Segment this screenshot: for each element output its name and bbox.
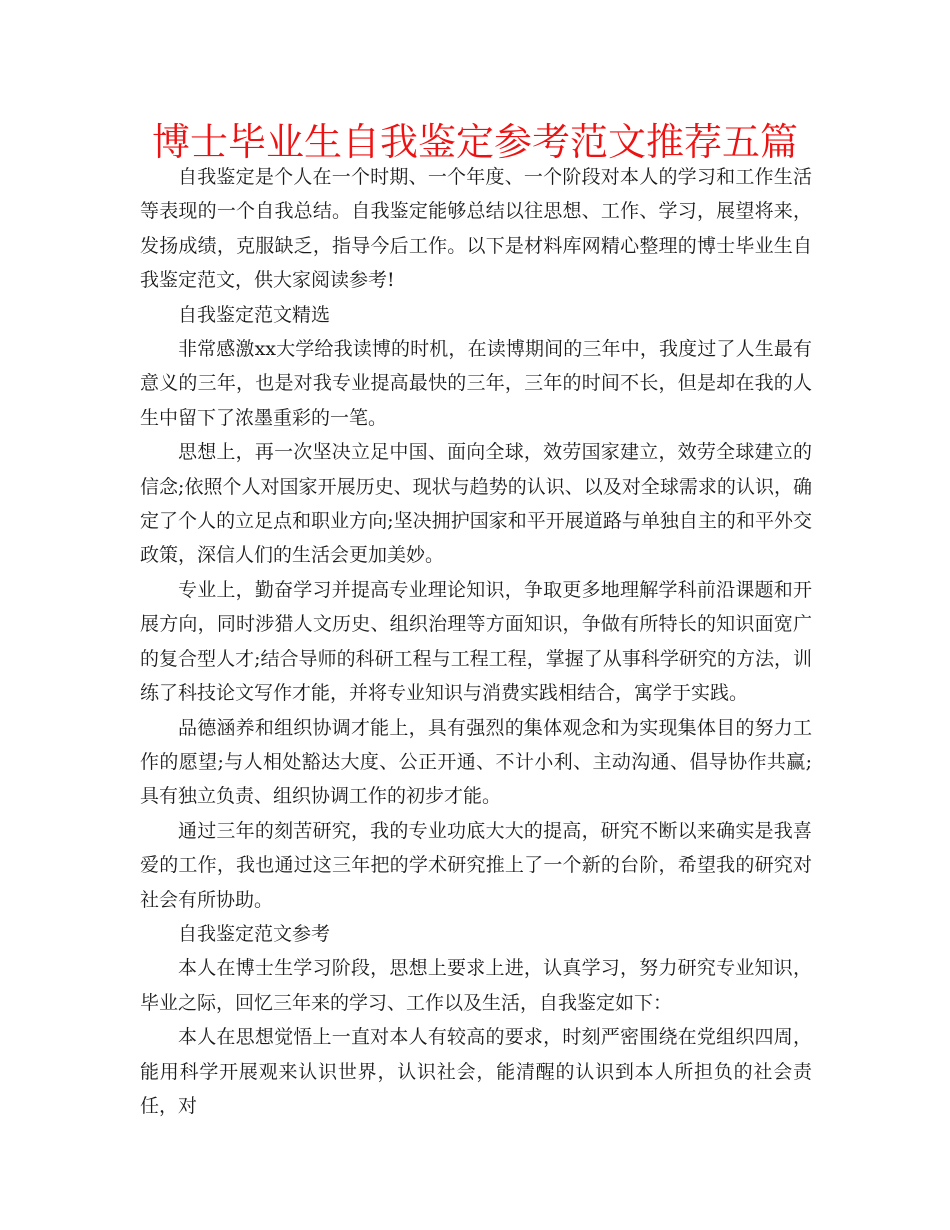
paragraph: 专业上，勤奋学习并提高专业理论知识，争取更多地理解学科前沿课题和开展方向，同时涉猎人文历史、组织治理等方面知识，争做有所特长的知识面宽广的复合型人才;结合导师的科研工程与工程工程，掌握了从事科学研究的方法，训练了科技论文写作才能，并将专业知识与消费实践相结合，寓学于实践。 bbox=[140, 578, 812, 705]
document-body bbox=[140, 160, 812, 1123]
paragraph: 本人在思想觉悟上一直对本人有较高的要求，时刻严密围绕在党组织四周，能用科学开展观来认识世界，认识社会，能清醒的认识到本人所担负的社会责任，对 bbox=[140, 1026, 812, 1117]
section-heading-selected: 自我鉴定范文精选 bbox=[178, 303, 331, 326]
paragraph: 思想上，再一次坚决立足中国、面向全球，效劳国家建立，效劳全球建立的信念;依照个人对国家开展历史、现状与趋势的认识、以及对全球需求的认识，确定了个人的立足点和职业方向;坚决拥护国家和平开展道路与单独自主的和平外交政策，深信人们的生活会更加美妙。 bbox=[140, 441, 812, 567]
paragraph: 通过三年的刻苦研究，我的专业功底大大的提高，研究不断以来确实是我喜爱的工作，我也通过这三年把的学术研究推上了一个新的台阶，希望我的研究对社会有所协助。 bbox=[140, 819, 812, 911]
paragraph: 本人在博士生学习阶段，思想上要求上进，认真学习，努力研究专业知识，毕业之际，回忆三年来的学习、工作以及生活，自我鉴定如下： bbox=[140, 957, 812, 1014]
document-title: 博士毕业生自我鉴定参考范文推荐五篇 bbox=[151, 120, 798, 164]
paragraph-intro: 自我鉴定是个人在一个时期、一个年度、一个阶段对本人的学习和工作生活等表现的一个自我总结。自我鉴定能够总结以往思想、工作、学习，展望将来，发扬成绩，克服缺乏，指导今后工作。以下是材料库网精心整理的博士毕业生自我鉴定范文，供大家阅读参考! bbox=[140, 166, 812, 292]
paragraph: 品德涵养和组织协调才能上，具有强烈的集体观念和为实现集体目的努力工作的愿望;与人相处豁达大度、公正开通、不计小利、主动沟通、倡导协作共赢;具有独立负责、组织协调工作的初步才能。 bbox=[140, 716, 812, 808]
section-heading-reference: 自我鉴定范文参考 bbox=[178, 922, 331, 945]
paragraph: 非常感激xx大学给我读博的时机，在读博期间的三年中，我度过了人生最有意义的三年，也是对我专业提高最快的三年，三年的时间不长，但是却在我的人生中留下了浓墨重彩的一笔。 bbox=[140, 338, 812, 429]
